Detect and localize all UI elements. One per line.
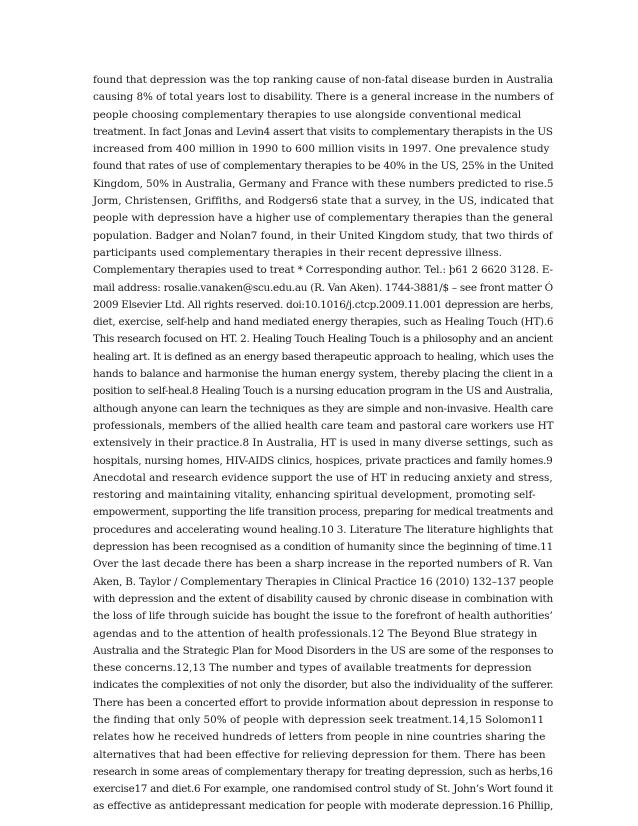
text-line: people choosing complementary therapies to use alongside conventional medical <box>93 108 522 121</box>
text-line: hospitals, nursing homes, HIV-AIDS clinics, hospices, private practices and family homes.9 <box>93 454 553 467</box>
text-line: with depression and the extent of disability caused by chronic disease in combination with <box>93 592 553 605</box>
text-line: mail address: rosalie.vanaken@scu.edu.au (R. Van Aken). 1744-3881/$ – see front matter Ó <box>93 281 553 294</box>
text-line: agendas and to the attention of health professionals.12 The Beyond Blue strategy in <box>93 627 538 640</box>
text-line: healing art. It is defined as an energy based therapeutic approach to healing, which uses the <box>93 350 554 363</box>
text-line: Aken, B. Taylor / Complementary Therapies in Clinical Practice 16 (2010) 132–137 people <box>93 575 554 588</box>
text-line: although anyone can learn the techniques as they are simple and non-invasive. Health care <box>93 402 554 415</box>
text-line: professionals, members of the allied health care team and pastoral care workers use HT <box>93 419 554 432</box>
text-line: population. Badger and Nolan7 found, in their United Kingdom study, that two thirds of <box>93 229 553 242</box>
text-line: causing 8% of total years lost to disability. There is a general increase in the numbers of <box>93 91 554 104</box>
text-line: Kingdom, 50% in Australia, Germany and France with these numbers predicted to rise.5 <box>93 177 554 190</box>
text-line: exercise17 and diet.6 For example, one randomised control study of St. John’s Wort found it <box>93 783 553 796</box>
text-line: these concerns.12,13 The number and types of available treatments for depression <box>93 662 532 675</box>
text-line: procedures and accelerating wound healing.10 3. Literature The literature highlights that <box>93 523 553 536</box>
text-line: treatment. In fact Jonas and Levin4 assert that visits to complementary therapists in the US <box>93 125 553 138</box>
text-line: increased from 400 million in 1990 to 600 million visits in 1997. One prevalence study <box>93 143 550 156</box>
text-line: found that rates of use of complementary therapies to be 40% in the US, 25% in the United <box>93 160 554 173</box>
text-line: empowerment, supporting the life transition process, preparing for medical treatments and <box>93 506 554 519</box>
text-line: 2009 Elsevier Ltd. All rights reserved. doi:10.1016/j.ctcp.2009.11.001 depression are herbs, <box>93 298 554 311</box>
text-line: the finding that only 50% of people with depression seek treatment.14,15 Solomon11 <box>93 713 545 726</box>
text-line: Over the last decade there has been a sharp increase in the reported numbers of R. Van <box>93 558 553 571</box>
text-line: Anecdotal and research evidence support the use of HT in reducing anxiety and stress, <box>93 471 553 484</box>
text-line: diet, exercise, self-help and hand mediated energy therapies, such as Healing Touch (HT).6 <box>93 316 554 329</box>
text-line: people with depression have a higher use of complementary therapies than the general <box>93 212 553 225</box>
text-line: This research focused on HT. 2. Healing Touch Healing Touch is a philosophy and an ancient <box>93 333 553 346</box>
text-line: There has been a concerted effort to provide information about depression in response to <box>93 696 554 709</box>
text-line: alternatives that had been effective for relieving depression for them. There has been <box>93 748 546 761</box>
text-line: Complementary therapies used to treat * Corresponding author. Tel.: þ61 2 6620 3128. E- <box>93 264 553 277</box>
text-line: hands to balance and harmonise the human energy system, thereby placing the client in a <box>93 368 553 381</box>
text-line: participants used complementary therapies in their recent depressive illness. <box>93 246 502 259</box>
text-line: Jorm, Christensen, Griffiths, and Rodgers6 state that a survey, in the US, indicated that <box>93 195 554 208</box>
text-line: indicates the complexities of not only the disorder, but also the individuality of the sufferer. <box>93 679 554 692</box>
text-line: Australia and the Strategic Plan for Mood Disorders in the US are some of the responses to <box>93 644 554 657</box>
text-line: depression has been recognised as a condition of humanity since the beginning of time.11 <box>93 541 554 554</box>
text-line: restoring and maintaining vitality, enhancing spiritual development, promoting self- <box>93 489 536 502</box>
text-line: research in some areas of complementary therapy for treating depression, such as herbs,16 <box>93 765 553 778</box>
text-line: position to self-heal.8 Healing Touch is a nursing education program in the US and Australia, <box>93 385 553 398</box>
text-line: found that depression was the top ranking cause of non-fatal disease burden in Australia <box>93 74 553 86</box>
text-line: the loss of life through suicide has bought the issue to the forefront of health authorities’ <box>93 610 553 623</box>
text-line: as effective as antidepressant medication for people with moderate depression.16 Phillip, <box>93 800 554 813</box>
text-line: extensively in their practice.8 In Australia, HT is used in many diverse settings, such as <box>93 437 554 450</box>
body-text <box>93 72 553 816</box>
text-line: relates how he received hundreds of letters from people in nine countries sharing the <box>93 731 546 744</box>
